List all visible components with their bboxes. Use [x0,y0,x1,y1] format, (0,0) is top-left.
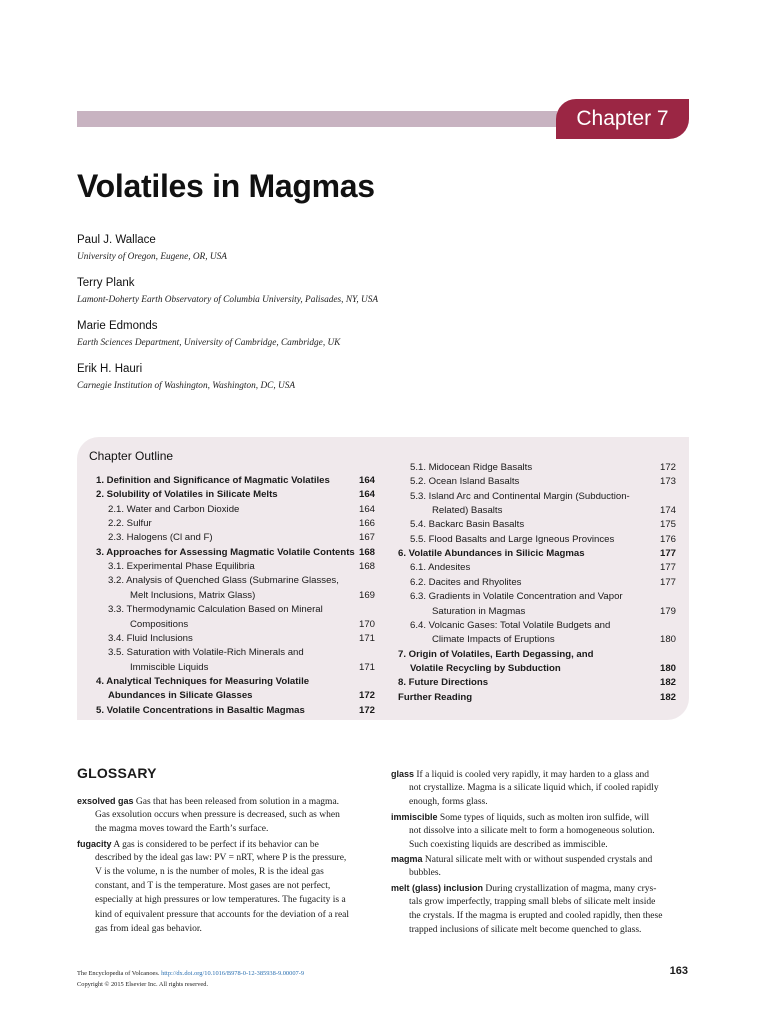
glossary-line [391,881,656,896]
glossary-term: exsolved gas [77,796,134,806]
toc-entry-page: 172 [358,704,375,716]
glossary-definition: bubbles. [409,868,441,879]
toc-entry[interactable] [130,590,255,601]
glossary-definition: the crystals. If the magma is erupted and cooled rapidly, then these [409,911,663,921]
toc-entry-label: 2. Solubility of Volatiles in Silicate Melts [96,489,278,501]
glossary-line [409,838,608,852]
glossary-line [391,852,652,867]
glossary-line [77,794,339,809]
glossary-line [77,837,319,852]
toc-entry[interactable] [432,634,555,645]
toc-entry[interactable] [410,534,614,545]
toc-entry-page: 172 [659,462,676,473]
footer-citation [77,970,304,977]
glossary-definition: especially at high pressures or low temperatures. The fugacity is a [95,895,346,906]
toc-entry[interactable] [96,475,330,486]
toc-entry-label: 3.2. Analysis of Quenched Glass (Submarine Glasses, [108,575,339,587]
toc-entry-label: Immiscible Liquids [130,661,209,673]
footer-source: The Encyclopedia of Volcanoes. [77,970,160,977]
toc-entry[interactable] [108,690,253,701]
glossary-line [409,923,641,937]
toc-entry[interactable] [130,662,208,673]
toc-entry-label: 3.4. Fluid Inclusions [108,632,193,644]
toc-entry-page: 171 [358,632,375,644]
author-name: Marie Edmonds [77,320,158,332]
glossary-term: melt (glass) inclusion [391,882,484,893]
toc-entry[interactable] [410,577,521,588]
toc-entry[interactable] [108,647,304,658]
toc-entry[interactable] [96,676,309,687]
toc-entry-label: Melt Inclusions, Matrix Glass) [130,589,256,601]
glossary-definition: During crystallization of magma, many crys- [483,883,657,894]
toc-entry[interactable] [410,476,519,487]
toc-entry[interactable] [410,663,561,674]
toc-entry-label: Volatile Recycling by Subduction [410,662,561,674]
glossary-heading: GLOSSARY [77,765,157,781]
glossary-term: glass [391,769,415,779]
toc-entry[interactable] [410,462,532,473]
toc-entry-label: Compositions [130,618,189,630]
glossary-definition: Gas that has been released from solution in a magma. [133,797,340,807]
toc-entry-page: 167 [358,532,375,544]
toc-entry[interactable] [410,620,610,631]
glossary-line [391,767,649,782]
toc-entry-page: 166 [358,518,375,530]
glossary-definition: not dissolve into a silicate melt to form a homogeneous solution. [409,825,655,836]
glossary-line [409,909,662,923]
toc-entry-label: 7. Origin of Volatiles, Earth Degassing, and [398,648,594,660]
glossary-line [95,879,330,893]
glossary-definition: A gas is considered to be perfect if its behavior can be [111,839,319,850]
toc-entry-page: 164 [358,475,375,486]
toc-entry-label: 3. Approaches for Assessing Magmatic Volatile Contents [96,546,355,558]
toc-entry-label: Climate Impacts of Eruptions [432,634,555,646]
glossary-line [95,922,202,936]
toc-entry-page: 171 [358,661,375,673]
toc-entry-label: Related) Basalts [432,505,503,517]
glossary-line [95,865,324,879]
toc-entry-page: 170 [358,618,375,630]
toc-entry[interactable] [410,591,623,602]
chapter-label: Chapter 7 [556,99,689,139]
toc-entry[interactable] [130,619,188,630]
glossary-line [95,808,340,822]
toc-entry-page: 182 [659,677,676,689]
toc-entry-label: 6.1. Andesites [410,562,471,574]
toc-entry[interactable] [108,561,255,572]
toc-entry[interactable] [96,705,305,716]
glossary-definition: tals grow imperfectly, trapping small blebs of silicate melt inside [409,896,656,907]
author-affiliation: University of Oregon, Eugene, OR, USA [77,252,227,262]
toc-entry-page: 177 [659,548,676,560]
toc-entry[interactable] [410,519,524,530]
toc-entry[interactable] [108,504,239,515]
glossary-term: fugacity [77,838,112,849]
glossary-definition: Gas exsolution occurs when pressure is decreased, such as when [95,810,340,821]
glossary-term: magma [391,854,423,865]
toc-entry-page: 182 [659,691,676,703]
glossary-definition: V is the volume, n is the number of moles, R is the ideal gas [95,867,324,877]
glossary-line [95,851,346,865]
glossary-definition: enough, forms glass. [409,797,488,808]
outline-title: Chapter Outline [89,449,174,463]
glossary-term: immiscible [391,811,438,822]
glossary-line [95,822,268,836]
toc-entry-label: 2.3. Halogens (Cl and F) [108,532,213,544]
toc-entry-label: 1. Definition and Significance of Magmatic Volatiles [96,475,330,486]
glossary-definition: trapped inclusions of silicate melt become quenched to glass. [409,925,642,936]
author-affiliation: Carnegie Institution of Washington, Washington, DC, USA [77,381,296,391]
toc-entry-page: 177 [659,562,676,574]
doi-link[interactable]: http://dx.doi.org/10.1016/B978-0-12-385938-9.00007-9 [161,970,305,977]
toc-entry[interactable] [432,505,502,516]
toc-entry-label: 2.2. Sulfur [108,518,152,530]
toc-entry-label: 3.5. Saturation with Volatile-Rich Minerals and [108,647,304,659]
toc-entry[interactable] [108,532,213,543]
glossary-definition: constant, and T is the temperature. Most gases are not perfect, [95,881,331,892]
page-number: 163 [669,965,688,977]
footer-copyright: Copyright © 2015 Elsevier Inc. All rights reserved. [77,981,209,988]
toc-entry[interactable] [398,649,593,660]
toc-entry[interactable] [410,562,470,573]
toc-entry-page: 177 [659,576,676,588]
glossary-definition: Some types of liquids, such as molten iron sulfide, will [437,812,650,823]
toc-entry[interactable] [108,633,193,644]
toc-entry-page: 169 [358,589,375,601]
glossary-definition: the magma moves toward the Earth’s surface. [95,824,269,835]
toc-entry-page: 172 [358,690,375,702]
toc-entry-page: 164 [358,503,375,515]
toc-entry-page: 176 [659,533,676,545]
glossary-definition: described by the ideal gas law: PV = nRT, where P is the pressure, [95,852,347,863]
glossary-definition: gas from ideal gas behavior. [95,923,202,934]
author-name: Terry Plank [77,277,135,289]
glossary-line [95,908,349,922]
glossary-line [95,893,346,907]
author-name: Paul J. Wallace [77,234,156,246]
toc-entry[interactable] [108,518,152,529]
toc-entry-label: 2.1. Water and Carbon Dioxide [108,503,240,515]
glossary-definition: Natural silicate melt with or without suspended crystals and [422,855,653,866]
toc-entry-label: 8. Future Directions [398,677,489,689]
author-affiliation: Lamont-Doherty Earth Observatory of Columbia University, Palisades, NY, USA [77,295,379,305]
toc-entry[interactable] [96,547,355,558]
toc-entry-page: 180 [659,634,676,646]
toc-entry-page: 179 [659,605,676,617]
toc-entry[interactable] [108,604,323,615]
toc-entry-page: 173 [659,476,676,488]
toc-entry-label: 6.3. Gradients in Volatile Concentration and Vapor [410,591,623,603]
toc-entry[interactable] [96,489,278,500]
toc-entry[interactable] [398,692,472,703]
toc-entry-label: 5.5. Flood Basalts and Large Igneous Provinces [410,533,615,545]
toc-entry-page: 180 [659,662,676,674]
toc-entry-label: 6.4. Volcanic Gases: Total Volatile Budgets and [410,619,611,631]
toc-entry-label: 5.4. Backarc Basin Basalts [410,519,525,531]
glossary-line [409,781,659,795]
glossary-line [409,795,488,809]
author-name: Erik H. Hauri [77,363,143,375]
glossary-line [391,810,649,825]
toc-entry-label: 6.2. Dacites and Rhyolites [410,576,522,588]
toc-entry-label: 5.3. Island Arc and Continental Margin (Subduction- [410,490,630,502]
toc-entry-page: 168 [358,561,375,573]
toc-entry-label: Abundances in Silicate Glasses [108,690,253,702]
toc-entry-label: Further Reading [398,691,473,703]
glossary-definition: If a liquid is cooled very rapidly, it may harden to a glass and [414,770,649,780]
toc-entry[interactable] [398,548,585,559]
toc-entry-label: 4. Analytical Techniques for Measuring Volatile [96,675,310,687]
glossary-line [409,824,655,838]
toc-entry-label: 5.2. Ocean Island Basalts [410,476,520,488]
glossary-definition: Such coexisting liquids are described as immiscible. [409,840,608,850]
toc-entry-page: 168 [358,546,375,558]
glossary-definition: not crystallize. Magma is a silicate liquid which, if cooled rapidly [409,783,659,794]
chapter-title: Volatiles in Magmas [77,168,375,204]
toc-entry-label: 5. Volatile Concentrations in Basaltic Magmas [96,704,305,716]
toc-entry-label: 5.1. Midocean Ridge Basalts [410,462,533,473]
toc-entry-label: 3.3. Thermodynamic Calculation Based on Mineral [108,604,323,616]
glossary-line [409,895,655,909]
toc-entry[interactable] [398,677,488,688]
toc-entry-page: 174 [659,505,676,517]
toc-entry-label: Saturation in Magmas [432,605,526,617]
glossary-line [409,866,441,880]
toc-entry-page: 164 [358,489,375,501]
toc-entry[interactable] [410,491,630,502]
toc-entry[interactable] [108,575,339,586]
toc-entry-label: 6. Volatile Abundances in Silicic Magmas [398,548,585,560]
glossary-definition: kind of equivalent pressure that accounts for the deviation of a real [95,909,350,920]
author-affiliation: Earth Sciences Department, University of Cambridge, Cambridge, UK [77,338,341,348]
chapter-header-bar [77,111,557,127]
toc-entry[interactable] [432,606,525,617]
toc-entry-page: 175 [659,519,676,531]
toc-entry-label: 3.1. Experimental Phase Equilibria [108,561,255,573]
